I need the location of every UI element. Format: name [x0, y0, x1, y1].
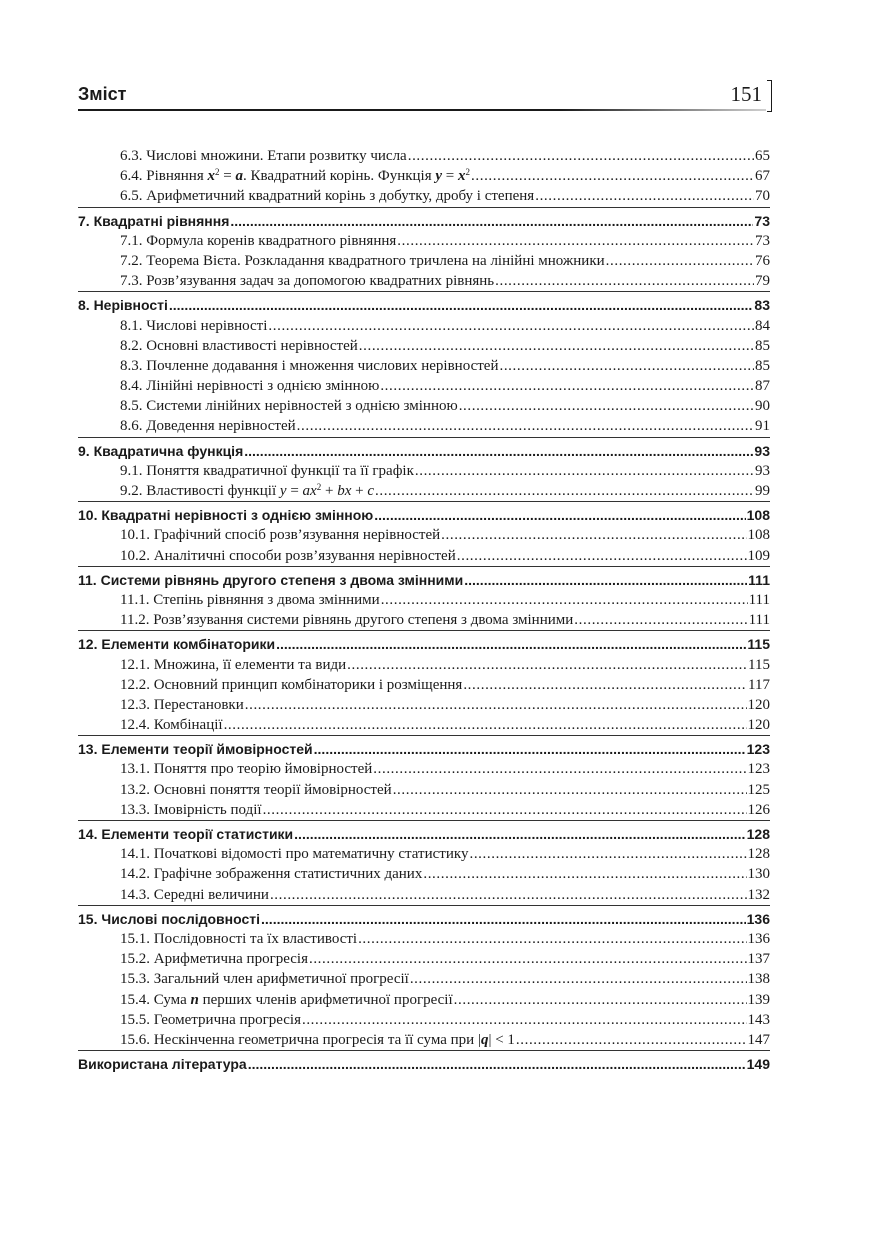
toc-subsection-title: 7.1. Формула коренів квадратного рівняння [120, 232, 397, 249]
toc-subsection-title: 11.1. Степінь рівняння з двома змінними [120, 591, 380, 608]
toc-subsection-title: 14.2. Графічне зображення статистичних даних [120, 866, 423, 883]
toc-subsection-title: 8.5. Системи лінійних нерівностей з однією змінною [120, 398, 458, 415]
toc-subsection-title: 12.3. Перестановки [120, 696, 244, 713]
toc-subsection-title: 8.6. Доведення нерівностей [120, 418, 296, 435]
dot-leader [373, 759, 746, 779]
toc-subsection[interactable] [78, 336, 770, 356]
toc-subsection[interactable] [78, 590, 770, 610]
toc-subsection-page: 84 [755, 317, 770, 334]
toc-section [78, 634, 770, 736]
toc-subsection[interactable] [78, 251, 770, 271]
toc-subsection-title: 10.1. Графічний спосіб розв’язування нерівностей [120, 527, 441, 544]
dot-leader [270, 885, 747, 905]
toc-subsection-page: 70 [755, 188, 770, 205]
toc-subsection[interactable] [78, 525, 770, 545]
dot-leader [359, 336, 754, 356]
toc-subsection[interactable] [78, 800, 770, 820]
toc-chapter[interactable] [78, 1054, 770, 1074]
toc-chapter[interactable] [78, 909, 770, 929]
toc-subsection[interactable] [78, 231, 770, 251]
toc-subsection[interactable] [78, 990, 770, 1010]
dot-leader [268, 316, 754, 336]
toc-chapter-title: Використана література [78, 1056, 247, 1073]
toc-subsection-page: 65 [755, 148, 770, 164]
toc-subsection-title: 11.2. Розв’язування системи рівнянь другого степеня з двома змінними [120, 612, 574, 629]
dot-leader [302, 1010, 747, 1030]
toc-chapter-page: 83 [754, 297, 770, 314]
dot-leader [410, 969, 747, 989]
dot-leader [169, 295, 754, 315]
toc-subsection[interactable] [78, 356, 770, 376]
toc-subsection-page: 91 [755, 418, 770, 435]
dot-leader [294, 824, 745, 844]
toc-section [78, 295, 770, 437]
toc-subsection[interactable] [78, 146, 770, 166]
toc-section [78, 824, 770, 906]
dot-leader [393, 780, 747, 800]
toc-subsection[interactable] [78, 655, 770, 675]
toc-subsection[interactable] [78, 610, 770, 630]
dot-leader [463, 675, 747, 695]
dot-leader [297, 416, 754, 436]
dot-leader [380, 376, 754, 396]
toc-subsection-title: 6.5. Арифметичний квадратний корінь з добутку, дробу і степеня [120, 188, 535, 205]
page-number: 151 [730, 82, 762, 106]
table-of-contents [78, 146, 770, 1074]
dot-leader [347, 655, 747, 675]
toc-subsection[interactable] [78, 1030, 770, 1050]
toc-subsection[interactable] [78, 396, 770, 416]
toc-chapter-title: 8. Нерівності [78, 297, 168, 314]
toc-subsection[interactable] [78, 969, 770, 989]
toc-subsection-page: 90 [755, 398, 770, 415]
toc-subsection-page: 125 [747, 781, 770, 798]
toc-chapter-title: 9. Квадратична функція [78, 442, 244, 459]
toc-subsection-page: 67 [755, 168, 770, 185]
dot-leader [606, 251, 754, 271]
toc-subsection[interactable] [78, 929, 770, 949]
toc-subsection[interactable] [78, 271, 770, 291]
toc-chapter-page: 93 [754, 442, 770, 459]
dot-leader [535, 186, 754, 206]
toc-subsection-title: 7.2. Теорема Вієта. Розкладання квадратного тричлена на лінійні множники [120, 252, 605, 269]
dot-leader [244, 441, 753, 461]
toc-subsection-title: 15.6. Нескінченна геометрична прогресія та її сума при |q| < 1 [120, 1031, 515, 1048]
dot-leader [375, 481, 754, 501]
dot-leader [309, 949, 747, 969]
toc-subsection-page: 79 [755, 273, 770, 290]
toc-subsection[interactable] [78, 759, 770, 779]
dot-leader [381, 590, 748, 610]
toc-chapter-page: 108 [746, 507, 770, 524]
toc-subsection-page: 123 [747, 761, 770, 778]
toc-subsection-title: 8.3. Почленне додавання і множення числових нерівностей [120, 357, 499, 374]
dot-leader [459, 396, 754, 416]
toc-subsection-page: 143 [747, 1011, 770, 1028]
toc-chapter[interactable] [78, 634, 770, 654]
toc-subsection-title: 10.2. Аналітичні способи розв’язування нерівностей [120, 547, 456, 564]
toc-subsection-title: 8.2. Основні властивості нерівностей [120, 337, 358, 354]
toc-subsection-title: 13.2. Основні поняття теорії ймовірностей [120, 781, 392, 798]
toc-subsection[interactable] [78, 949, 770, 969]
toc-section [78, 505, 770, 567]
dot-leader [276, 634, 746, 654]
dot-leader [415, 461, 754, 481]
toc-subsection-title: 6.3. Числові множини. Етапи розвитку числа [120, 148, 407, 164]
toc-chapter-page: 136 [746, 910, 770, 927]
toc-subsection-page: 115 [748, 656, 770, 673]
toc-subsection-page: 138 [747, 971, 770, 988]
toc-subsection-title: 14.3. Середні величини [120, 886, 269, 903]
toc-chapter-title: 7. Квадратні рівняння [78, 212, 230, 229]
toc-subsection[interactable] [78, 461, 770, 481]
toc-subsection-page: 139 [747, 991, 770, 1008]
dot-leader [224, 715, 747, 735]
toc-section [78, 211, 770, 293]
toc-subsection[interactable] [78, 885, 770, 905]
toc-subsection-page: 136 [747, 930, 770, 947]
dot-leader [464, 570, 747, 590]
toc-section [78, 570, 770, 632]
dot-leader [374, 505, 745, 525]
header-title: Зміст [78, 84, 127, 104]
toc-subsection-title: 14.1. Початкові відомості про математичну статистику [120, 846, 469, 863]
dot-leader [314, 739, 746, 759]
dot-leader [397, 231, 754, 251]
toc-chapter-page: 73 [754, 212, 770, 229]
toc-subsection-title: 7.3. Розв’язування задач за допомогою квадратних рівнянь [120, 273, 495, 290]
toc-subsection[interactable] [78, 186, 770, 206]
dot-leader [408, 146, 754, 166]
toc-chapter[interactable] [78, 570, 770, 590]
toc-subsection[interactable] [78, 1010, 770, 1030]
toc-subsection-page: 132 [747, 886, 770, 903]
toc-subsection[interactable] [78, 780, 770, 800]
dot-leader [469, 844, 746, 864]
toc-subsection[interactable] [78, 715, 770, 735]
toc-chapter-title: 15. Числові послідовності [78, 910, 261, 927]
toc-subsection-page: 130 [747, 866, 770, 883]
toc-subsection-page: 117 [748, 676, 770, 693]
dot-leader [495, 271, 754, 291]
toc-subsection-page: 120 [747, 717, 770, 734]
toc-chapter-page: 111 [748, 571, 770, 588]
dot-leader [454, 990, 747, 1010]
toc-chapter-title: 11. Системи рівнянь другого степеня з двома змінними [78, 571, 464, 588]
toc-subsection-page: 137 [747, 951, 770, 968]
dot-leader [358, 929, 746, 949]
toc-subsection-page: 128 [747, 846, 770, 863]
header-rule [78, 109, 766, 111]
toc-subsection[interactable] [78, 481, 770, 501]
toc-subsection-title: 12.2. Основний принцип комбінаторики і розміщення [120, 676, 463, 693]
toc-subsection-title: 15.5. Геометрична прогресія [120, 1011, 301, 1028]
toc-subsection-page: 126 [747, 801, 770, 818]
toc-subsection-page: 109 [747, 547, 770, 564]
toc-chapter-page: 123 [746, 741, 770, 758]
toc-subsection-title: 12.1. Множина, її елементи та види [120, 656, 347, 673]
toc-subsection-page: 73 [755, 232, 770, 249]
toc-subsection-page: 85 [755, 337, 770, 354]
dot-leader [423, 864, 746, 884]
toc-subsection-page: 108 [747, 527, 770, 544]
toc-subsection-title: 9.2. Властивості функції $y = ax^2$ + bx + c [120, 482, 374, 499]
toc-subsection-title: 15.4. Сума n перших членів арифметичної прогресії [120, 991, 453, 1008]
toc-subsection[interactable] [78, 166, 770, 186]
toc-subsection-page: 85 [755, 357, 770, 374]
toc-chapter[interactable] [78, 441, 770, 461]
toc-section [78, 441, 770, 503]
dot-leader [261, 909, 746, 929]
toc-subsection-page: 99 [755, 483, 770, 499]
toc-subsection-page: 111 [748, 612, 770, 629]
toc-chapter-title: 14. Елементи теорії статистики [78, 826, 294, 842]
toc-subsection-title: 6.4. Рівняння $x^2 = a$. Квадратний корінь. Функція $y = x^2$ [120, 167, 471, 185]
toc-section [78, 909, 770, 1051]
page-header [78, 80, 772, 112]
toc-chapter-title: 10. Квадратні нерівності з однією змінною [78, 507, 374, 524]
toc-subsection-title: 8.1. Числові нерівності [120, 317, 268, 334]
toc-chapter[interactable] [78, 739, 770, 759]
toc-subsection-page: 120 [747, 696, 770, 713]
toc-subsection-title: 12.4. Комбінації [120, 717, 223, 734]
toc-chapter[interactable] [78, 211, 770, 231]
toc-subsection-title: 13.3. Імовірність події [120, 801, 262, 818]
toc-subsection-title: 15.3. Загальний член арифметичної прогресії [120, 971, 409, 988]
toc-subsection-page: 87 [755, 378, 770, 395]
toc-chapter[interactable] [78, 824, 770, 844]
toc-subsection[interactable] [78, 675, 770, 695]
toc-subsection[interactable] [78, 844, 770, 864]
toc-section [78, 1054, 770, 1074]
toc-section [78, 739, 770, 821]
toc-subsection[interactable] [78, 864, 770, 884]
dot-leader [499, 356, 754, 376]
dot-leader [263, 800, 747, 820]
toc-chapter-page: 149 [746, 1056, 770, 1073]
toc-chapter[interactable] [78, 505, 770, 525]
dot-leader [248, 1054, 746, 1074]
toc-subsection-title: 8.4. Лінійні нерівності з однією змінною [120, 378, 380, 395]
toc-subsection-title: 13.1. Поняття про теорію ймовірностей [120, 761, 373, 778]
toc-chapter-title: 13. Елементи теорії ймовірностей [78, 741, 313, 758]
toc-chapter-page: 115 [747, 636, 770, 653]
toc-chapter-title: 12. Елементи комбінаторики [78, 636, 276, 653]
toc-subsection[interactable] [78, 376, 770, 396]
dot-leader [230, 211, 753, 231]
toc-subsection-page: 111 [748, 591, 770, 608]
dot-leader [441, 525, 746, 545]
toc-subsection-page: 76 [755, 252, 770, 269]
dot-leader [574, 610, 747, 630]
toc-subsection[interactable] [78, 695, 770, 715]
dot-leader [516, 1030, 747, 1050]
toc-subsection[interactable] [78, 416, 770, 436]
toc-subsection[interactable] [78, 546, 770, 566]
toc-subsection-title: 9.1. Поняття квадратичної функції та її графік [120, 462, 414, 479]
dot-leader [457, 546, 747, 566]
toc-chapter-page: 128 [746, 826, 770, 842]
toc-chapter[interactable] [78, 295, 770, 315]
toc-subsection-title: 15.1. Послідовності та їх властивості [120, 930, 358, 947]
page-number-bracket [767, 80, 772, 112]
toc-subsection[interactable] [78, 316, 770, 336]
dot-leader [245, 695, 747, 715]
toc-subsection-title: 15.2. Арифметична прогресія [120, 951, 308, 968]
dot-leader [471, 166, 754, 186]
toc-subsection-page: 147 [747, 1031, 770, 1048]
toc-subsection-page: 93 [755, 462, 770, 479]
toc-continued-section [78, 146, 770, 208]
